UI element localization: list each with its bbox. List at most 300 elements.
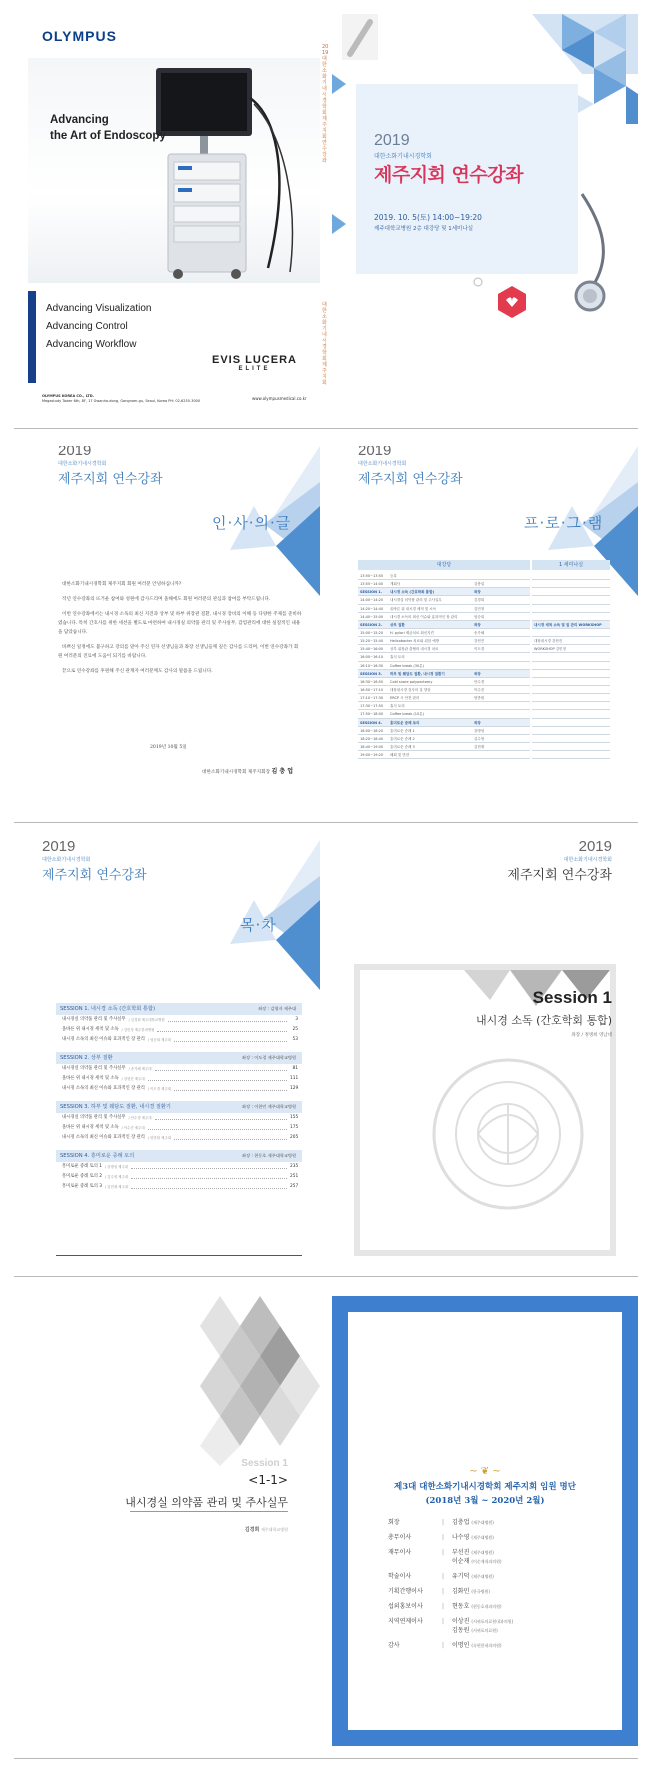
- officer-affiliation: (한국병원): [471, 1589, 490, 1594]
- vertical-society-text: 대한소화기내시경학회 제주지회: [322, 302, 327, 386]
- officer-role: 총무이사: [388, 1534, 412, 1541]
- program-affiliation: [502, 678, 530, 685]
- officer-affiliation: (제주대병원): [471, 1520, 494, 1525]
- program-affiliation: [502, 637, 530, 644]
- session-label: Session 1: [241, 1458, 288, 1469]
- program-heading: 프·로·그·램: [524, 514, 604, 532]
- program-row: [358, 686, 530, 694]
- footer-address: Megastudy Tower 6th, 8F, 17 Gwanho-dong, Gangnam-gu, Seoul, Korea PH: 02-6255-3000: [42, 399, 201, 403]
- program-speaker: 강명성: [474, 728, 485, 733]
- olympus-ad-page: [14, 14, 332, 414]
- officer-divider: |: [441, 1603, 445, 1610]
- program-row: [358, 678, 530, 686]
- program-affiliation: [502, 613, 530, 620]
- program-affiliation: [502, 596, 530, 603]
- program-row: [358, 645, 530, 653]
- program-time: SESSION 2.: [360, 622, 382, 627]
- program-time: 18:00~18:20: [360, 728, 384, 733]
- program-row: [358, 751, 530, 759]
- toc-item[interactable]: [56, 1113, 302, 1123]
- program-topic: Coffee break (10분): [390, 712, 425, 717]
- workshop-row: [532, 686, 610, 694]
- stethoscope-illustration: [576, 194, 604, 310]
- toc-heading: 목·차: [240, 916, 277, 934]
- officer-affiliation: (서귀포의료원): [471, 1628, 498, 1633]
- program-speaker: [474, 662, 502, 669]
- toc-leader-dots: [148, 1123, 287, 1130]
- workshop-row: [532, 572, 610, 580]
- program-speaker: 김현재: [474, 744, 485, 749]
- running-title: 제주지회 연수강좌: [58, 472, 163, 487]
- toc-session-chair: 좌장 : 현동호 제주대학교병원: [242, 1153, 296, 1158]
- program-topic: 상부 질환: [390, 622, 405, 627]
- toc-session-label: SESSION 1. 내시경 소독 (간호학회 통합): [60, 1006, 156, 1012]
- row-divider: [14, 1758, 638, 1759]
- officer-name: 유기덕 (제주대병원): [452, 1573, 494, 1580]
- officers-page: [332, 1296, 638, 1746]
- toc-item-title: 내시경 소독의 최신 이슈와 효과적인 장 관리: [62, 1086, 145, 1091]
- officer-name: 나수영 (제주대병원): [452, 1534, 494, 1541]
- toc-page-number: 53: [292, 1037, 298, 1042]
- program-affiliation: [502, 710, 530, 717]
- program-affiliation: [502, 694, 530, 701]
- program-speaker: 김경희: [474, 598, 485, 603]
- toc-item-title: 흥미로운 증례 토의 2: [62, 1174, 103, 1179]
- program-speaker: 좌장: [474, 590, 481, 595]
- endoscopy-tower-photo: [28, 58, 320, 283]
- program-row: [358, 596, 530, 604]
- program-time: 16:00~16:10: [360, 655, 384, 660]
- program-affiliation: [502, 662, 530, 669]
- program-session-row: [358, 719, 530, 727]
- toc-page-number: 3: [295, 1017, 298, 1022]
- program-time: SESSION 3.: [360, 671, 382, 676]
- officer-name: 김화민 (한국병원): [452, 1588, 490, 1595]
- signer-title: 대한소화기내시경학회 제주지회장: [202, 770, 271, 775]
- toc-page-number: 155: [290, 1115, 299, 1120]
- program-affiliation: [502, 621, 530, 628]
- running-society: 대한소화기내시경학회: [42, 857, 91, 863]
- brand-name: EVIS LUCERA: [212, 354, 297, 366]
- officer-divider: |: [441, 1549, 445, 1556]
- program-time: 13:55~14:00: [360, 582, 384, 587]
- greeting-paragraph: 끝으로 연수강좌를 후원해 주신 관계자 여러분께도 감사의 말씀을 드립니다.: [62, 669, 213, 674]
- program-affiliation: [502, 686, 530, 693]
- toc-item-speaker: / 김현재 제주대: [105, 1185, 128, 1189]
- toc-page-number: 257: [290, 1184, 299, 1189]
- program-affiliation: [502, 670, 530, 677]
- workshop-row: [532, 580, 610, 588]
- officer-name: 이순재 (이순재내과의원): [452, 1558, 502, 1565]
- program-time: SESSION 4.: [360, 720, 382, 725]
- program-row: [358, 629, 530, 637]
- officer-divider: |: [441, 1573, 445, 1580]
- toc-page-number: 25: [292, 1027, 298, 1032]
- officer-role: 재무이사: [388, 1549, 412, 1556]
- program-time: 18:20~18:40: [360, 736, 384, 741]
- workshop-row: [532, 678, 610, 686]
- officer-name: 이상진 (서귀포의료원내과의원): [452, 1618, 514, 1625]
- program-row: [358, 637, 530, 645]
- program-topic: 내시경실 의약품 관리 및 주사실무: [390, 598, 442, 603]
- toc-item[interactable]: [56, 1015, 302, 1025]
- officer-row: [388, 1602, 588, 1611]
- olympus-url[interactable]: www.olympusmedical.co.kr: [252, 396, 307, 401]
- officer-name: 부선진 (제주대병원): [452, 1549, 494, 1556]
- officer-affiliation: (현동호내과의원): [471, 1604, 502, 1609]
- workshop-row: [532, 613, 610, 621]
- toc-item-title: 올바른 위 내시경 세척 및 소독: [62, 1125, 119, 1130]
- program-topic: Cold snare polypectomy: [390, 679, 433, 684]
- toc-leader-dots: [157, 1025, 287, 1032]
- officer-role: 기획간행이사: [388, 1588, 423, 1595]
- officer-divider: |: [441, 1588, 445, 1595]
- toc-page-number: 129: [290, 1086, 299, 1091]
- running-title: 제주지회 연수강좌: [42, 868, 147, 883]
- toc-item-title: 흥미로운 증례 토의 3: [62, 1184, 103, 1189]
- toc-bottom-rule: [56, 1255, 302, 1256]
- program-row: [358, 653, 530, 661]
- session-chair: 좌장 / 정병희 영남대: [571, 1033, 612, 1038]
- program-speaker: [474, 751, 502, 758]
- program-col-workshop: 1 세미나실: [532, 560, 610, 570]
- running-year: 2019: [42, 840, 76, 855]
- running-year: 2019: [58, 446, 92, 459]
- program-row: [358, 613, 530, 621]
- program-speaker: 좌장: [474, 622, 481, 627]
- running-society: 대한소화기내시경학회: [58, 461, 107, 467]
- program-affiliation: [502, 605, 530, 612]
- toc-session-chair: 좌장 : 이현민 제주대학교병원: [242, 1104, 296, 1109]
- toc-leader-dots: [155, 1064, 287, 1071]
- accent-bar: [28, 291, 36, 383]
- toc-leader-dots: [131, 1162, 287, 1169]
- toc-item-title: 내시경 소독의 최신 이슈와 효과적인 장 관리: [62, 1037, 145, 1042]
- author-affiliation: 제주대학교병원: [260, 1527, 288, 1532]
- officer-names: [452, 1548, 588, 1566]
- advancing-list: [46, 300, 151, 354]
- toc-session-label: SESSION 4. 흥미로운 증례 토의: [60, 1153, 135, 1159]
- officer-name: 김동원 (서귀포의료원): [452, 1627, 498, 1634]
- toc-item-speaker: / 이도경 제주대: [147, 1087, 171, 1091]
- workshop-row: [532, 702, 610, 710]
- toc-page-number: 205: [290, 1135, 299, 1140]
- program-speaker: 안수경: [474, 679, 485, 684]
- officer-row: [388, 1617, 588, 1635]
- cover-title: 제주지회 연수강좌: [374, 164, 523, 186]
- running-society: 대한소화기내시경학회: [563, 857, 612, 863]
- greeting-page: [14, 446, 320, 806]
- toc-session-header: [56, 1003, 302, 1015]
- program-affiliation: [502, 702, 530, 709]
- vertical-event-text: 2019 대한소화기내시경학회 제주지회 연수강좌: [322, 44, 329, 164]
- olympus-logo: OLYMPUS: [42, 28, 117, 44]
- officer-affiliation: (제주대병원): [471, 1574, 494, 1579]
- toc-list: [56, 996, 302, 1192]
- toc-item[interactable]: [56, 1133, 302, 1143]
- officer-role: 학술이사: [388, 1573, 412, 1580]
- program-topic: 폐회 및 만찬: [390, 753, 410, 758]
- greeting-paragraph: 작년 연수강좌의 뜨거운 참여와 성원에 감사드리며 올해에도 회원 여러분의 관심과 참여를 부탁드립니다.: [62, 597, 271, 602]
- officer-role: 섭외홍보이사: [388, 1603, 423, 1610]
- toc-session-label: SESSION 3. 하부 및 췌담도 질환, 내시경 질환기: [60, 1104, 171, 1110]
- program-time: 14:40~15:00: [360, 614, 384, 619]
- officer-affiliation: (제주대병원): [471, 1550, 494, 1555]
- program-topic: ERCP 시 안전 관리: [390, 696, 420, 701]
- program-topic: 하부 및 췌담도 질환, 내시경 질환기: [390, 671, 445, 676]
- cover-year: 2019: [374, 132, 410, 149]
- program-row: [358, 572, 530, 580]
- program-row: [358, 580, 530, 588]
- officer-affiliation: (서귀포의료원내과의원): [471, 1619, 514, 1624]
- running-year: 2019: [358, 446, 392, 459]
- officer-names: [452, 1518, 588, 1527]
- toc-item[interactable]: [56, 1123, 302, 1133]
- program-time: 15:00~15:20: [360, 630, 384, 635]
- workshop-row: [532, 662, 610, 670]
- officers-term: (2018년 3월 ~ 2020년 2월): [425, 1496, 545, 1506]
- running-title: 제주지회 연수강좌: [507, 868, 612, 883]
- program-affiliation: [502, 735, 530, 742]
- program-row: [358, 735, 530, 743]
- program-topic: Helicobacter 치료와 위암 예방: [390, 639, 440, 644]
- toc-item-speaker: / 김민정 제주한라병원: [121, 1028, 155, 1032]
- officer-names: [452, 1617, 588, 1635]
- toc-page-number: 175: [290, 1125, 299, 1130]
- workshop-row: [532, 653, 610, 661]
- running-title: 제주지회 연수강좌: [358, 472, 463, 487]
- toc-session-header: [56, 1101, 302, 1113]
- toc-item[interactable]: [56, 1074, 302, 1084]
- toc-session-chair: 좌장 : 이도경 제주대학교병원: [242, 1055, 296, 1060]
- session-title: Session 1: [532, 988, 612, 1007]
- program-speaker: 이수진: [474, 687, 485, 692]
- program-row: [358, 710, 530, 718]
- toc-leader-dots: [168, 1015, 287, 1022]
- toc-item-speaker: / 김경희 제주대학교병원: [128, 1018, 165, 1022]
- workshop-row: [532, 743, 610, 751]
- program-speaker: 양종원: [474, 696, 485, 701]
- cover-page: [332, 14, 638, 414]
- program-session-row: [358, 588, 530, 596]
- officer-divider: |: [441, 1534, 445, 1541]
- toc-session-label: SESSION 2. 상부 질환: [60, 1055, 113, 1061]
- toc-item[interactable]: [56, 1172, 302, 1182]
- program-topic: 올바른 위 내시경 세척 및 소독: [390, 606, 437, 611]
- session1-page: [332, 840, 638, 1260]
- program-affiliation: [502, 719, 530, 726]
- toc-item-speaker: / 안수경 제주대: [128, 1116, 152, 1120]
- program-session-row: [358, 621, 530, 629]
- toc-item[interactable]: [56, 1182, 302, 1192]
- workshop-row: 대장내시경 강현진: [532, 637, 610, 645]
- heart-badge-icon: [498, 286, 526, 318]
- officer-role: 감사: [388, 1642, 400, 1649]
- program-row: [358, 605, 530, 613]
- officer-role: 지역연제이사: [388, 1618, 423, 1625]
- greeting-paragraph: 바쁘신 일정에도 불구하고 강의를 맡아 주신 연자 선생님들과 좌장 선생님들께 깊은 감사를 드리며, 이번 연수강좌가 회원 여러분의 진료에 도움이 되기를 바랍니다.: [58, 645, 299, 659]
- officer-affiliation: (이순재내과의원): [471, 1559, 502, 1564]
- running-society: 대한소화기내시경학회: [358, 461, 407, 467]
- workshop-row: [532, 735, 610, 743]
- toc-session-header: [56, 1052, 302, 1064]
- program-speaker: [474, 572, 502, 579]
- workshop-row: [532, 629, 610, 637]
- cover-society: 대한소화기내시경학회: [374, 153, 432, 160]
- program-speaker: 이도경: [474, 647, 485, 652]
- officer-divider: |: [441, 1618, 445, 1625]
- program-time: 17:30~17:50: [360, 704, 384, 709]
- endoscopy-tower-illustration: [28, 58, 320, 283]
- toc-item-title: 내시경실 의약품 관리 및 주사실무: [62, 1017, 126, 1022]
- officers-title: 제3대 대한소화기내시경학회 제주지회 임원 명단: [394, 1482, 576, 1492]
- toc-item-title: 올바른 위 내시경 세척 및 소독: [62, 1027, 119, 1032]
- officer-row: [388, 1572, 588, 1581]
- workshop-row: [532, 588, 610, 596]
- program-time: 14:00~14:20: [360, 598, 384, 603]
- program-time: SESSION 1.: [360, 590, 382, 595]
- program-topic: 흥미로운 증례 1: [390, 728, 415, 733]
- toc-item[interactable]: [56, 1035, 302, 1045]
- program-affiliation: [502, 645, 530, 652]
- officer-divider: |: [441, 1519, 445, 1526]
- program-topic: 흥미로운 증례 2: [390, 736, 415, 741]
- workshop-row: 내시경 세척 소독 및 질 관리 WORKSHOP: [532, 621, 610, 629]
- workshop-row: [532, 710, 610, 718]
- toc-leader-dots: [174, 1084, 287, 1091]
- program-row: [358, 702, 530, 710]
- lecture-title: 내시경실 의약품 관리 및 주사실무: [125, 1496, 288, 1509]
- program-time: 15:20~15:40: [360, 639, 384, 644]
- officer-affiliation: (속편한내과의원): [471, 1643, 502, 1648]
- toc-leader-dots: [148, 1074, 287, 1081]
- greeting-paragraph: 이번 연수강좌에서는 내시경 소독의 최신 지견과 상부 및 하부 위장관 질환, 내시경 장비의 이해 등 다양한 주제를 준비하였습니다. 특히 간호사를 위한 세션을 별도로 마련하여 내시경실 의약품 관리 및 주사실무, 감염관리에 대한 실질적인 내용을 담았습니다.: [58, 612, 302, 635]
- advancing-item: Advancing Control: [46, 321, 128, 332]
- workshop-row: [532, 727, 610, 735]
- program-table: [358, 572, 530, 759]
- officer-name: 현동호 (현동호내과의원): [452, 1603, 502, 1610]
- program-topic: 내시경 소독의 최신 이슈와 효과적인 장 관리: [390, 614, 458, 619]
- olympus-tagline: [50, 112, 166, 144]
- program-speaker: 김수영: [474, 736, 485, 741]
- officer-gap: [388, 1650, 588, 1656]
- toc-item-speaker: / 엄순희 제주대: [147, 1038, 171, 1042]
- toc-page-number: 235: [290, 1164, 299, 1169]
- program-time: 17:10~17:30: [360, 696, 384, 701]
- toc-session-header: [56, 1150, 302, 1162]
- program-row: [358, 727, 530, 735]
- program-time: 15:40~16:00: [360, 647, 384, 652]
- program-affiliation: [502, 743, 530, 750]
- program-time: 16:50~17:10: [360, 687, 384, 692]
- program-topic: 내시경 소독 (간호학회 통합): [390, 590, 435, 595]
- author-name: 김경희: [244, 1527, 260, 1533]
- toc-item-title: 흥미로운 증례 토의 1: [62, 1164, 103, 1169]
- toc-item-speaker: / 송가혜 제주대: [128, 1067, 152, 1071]
- toc-page-number: 81: [292, 1066, 298, 1071]
- program-speaker: 김민정: [474, 606, 485, 611]
- grey-diamond-decoration: [14, 1296, 320, 1746]
- toc-item[interactable]: [56, 1064, 302, 1074]
- greeting-paragraph: 대한소화기내시경학회 제주지회 회원 여러분 안녕하십니까?: [62, 582, 182, 587]
- toc-item-title: 내시경 소독의 최신 이슈와 효과적인 장 관리: [62, 1135, 145, 1140]
- toc-item-speaker: / 이수진 제주대: [121, 1126, 145, 1130]
- ornament-icon: ~ ❦ ~: [469, 1466, 501, 1477]
- program-speaker: 엄순희: [474, 614, 485, 619]
- program-topic: 상부 위장관 출혈의 내시경 치료: [390, 647, 439, 652]
- cover-place: 제주대학교병원 2층 대강당 및 1세미나실: [374, 226, 474, 232]
- program-speaker: 좌장: [474, 720, 481, 725]
- title-underline: [130, 1511, 288, 1512]
- lecture-number: <1-1>: [248, 1473, 288, 1487]
- officer-divider: |: [441, 1642, 445, 1649]
- program-affiliation: [502, 727, 530, 734]
- officer-name: 이명인 (속편한내과의원): [452, 1642, 502, 1649]
- program-topic: 흥미로운 증례 토의: [390, 720, 420, 725]
- program-affiliation: [502, 580, 530, 587]
- advancing-item: Advancing Visualization: [46, 303, 152, 314]
- program-time: 14:20~14:40: [360, 606, 384, 611]
- program-time: 17:50~18:00: [360, 712, 384, 717]
- toc-page: [14, 840, 320, 1260]
- officer-row: [388, 1587, 588, 1596]
- program-time: 16:30~16:50: [360, 679, 384, 684]
- workshop-row: [532, 751, 610, 759]
- toc-session-chair: 좌장 : 김영자 제주대: [258, 1006, 296, 1011]
- program-time: 18:40~19:00: [360, 744, 384, 749]
- toc-leader-dots: [131, 1182, 287, 1189]
- workshop-row: [532, 596, 610, 604]
- program-speaker: 강현진: [474, 639, 485, 644]
- greeting-body: [58, 580, 302, 682]
- program-topic: 흥미로운 증례 3: [390, 744, 415, 749]
- program-col-main: 대강당: [358, 560, 530, 570]
- officers-list: [388, 1518, 588, 1656]
- toc-item-title: 내시경실 의약품 관리 및 주사실무: [62, 1115, 126, 1120]
- officer-affiliation: (제주대병원): [471, 1535, 494, 1540]
- row-divider: [14, 428, 638, 429]
- program-page: [332, 446, 638, 806]
- officer-row: [388, 1518, 588, 1527]
- olympus-footer: [42, 394, 212, 404]
- program-topic: H. pylori 제균치료 최신지견: [390, 630, 434, 635]
- toc-item-speaker: / 강명성 제주대: [105, 1165, 128, 1169]
- toc-leader-dots: [174, 1133, 287, 1140]
- program-time: 19:00~19:20: [360, 753, 384, 758]
- toc-item[interactable]: [56, 1084, 302, 1094]
- program-affiliation: [502, 751, 530, 758]
- officer-names: [452, 1602, 588, 1611]
- program-topic: 등록: [390, 574, 397, 578]
- toc-item[interactable]: [56, 1162, 302, 1172]
- officer-names: [452, 1587, 588, 1596]
- program-topic: 대장내시경 검사의 질 향상: [390, 687, 431, 692]
- workshop-row: WORKSHOP 김민정: [532, 645, 610, 653]
- advancing-item: Advancing Workflow: [46, 339, 137, 350]
- toc-item-speaker: / 김수영 제주대: [105, 1175, 128, 1179]
- toc-item[interactable]: [56, 1025, 302, 1035]
- program-affiliation: [502, 629, 530, 636]
- workshop-table: [532, 572, 610, 759]
- session11-page: [14, 1296, 320, 1746]
- program-speaker: 좌장: [474, 671, 481, 676]
- toc-page-number: 111: [290, 1076, 299, 1081]
- program-session-row: [358, 670, 530, 678]
- officer-name: 김충업 (제주대병원): [452, 1519, 494, 1526]
- toc-leader-dots: [131, 1172, 287, 1179]
- toc-item-speaker: / 양종원 제주대: [147, 1136, 171, 1140]
- program-speaker: 김충업: [474, 582, 485, 587]
